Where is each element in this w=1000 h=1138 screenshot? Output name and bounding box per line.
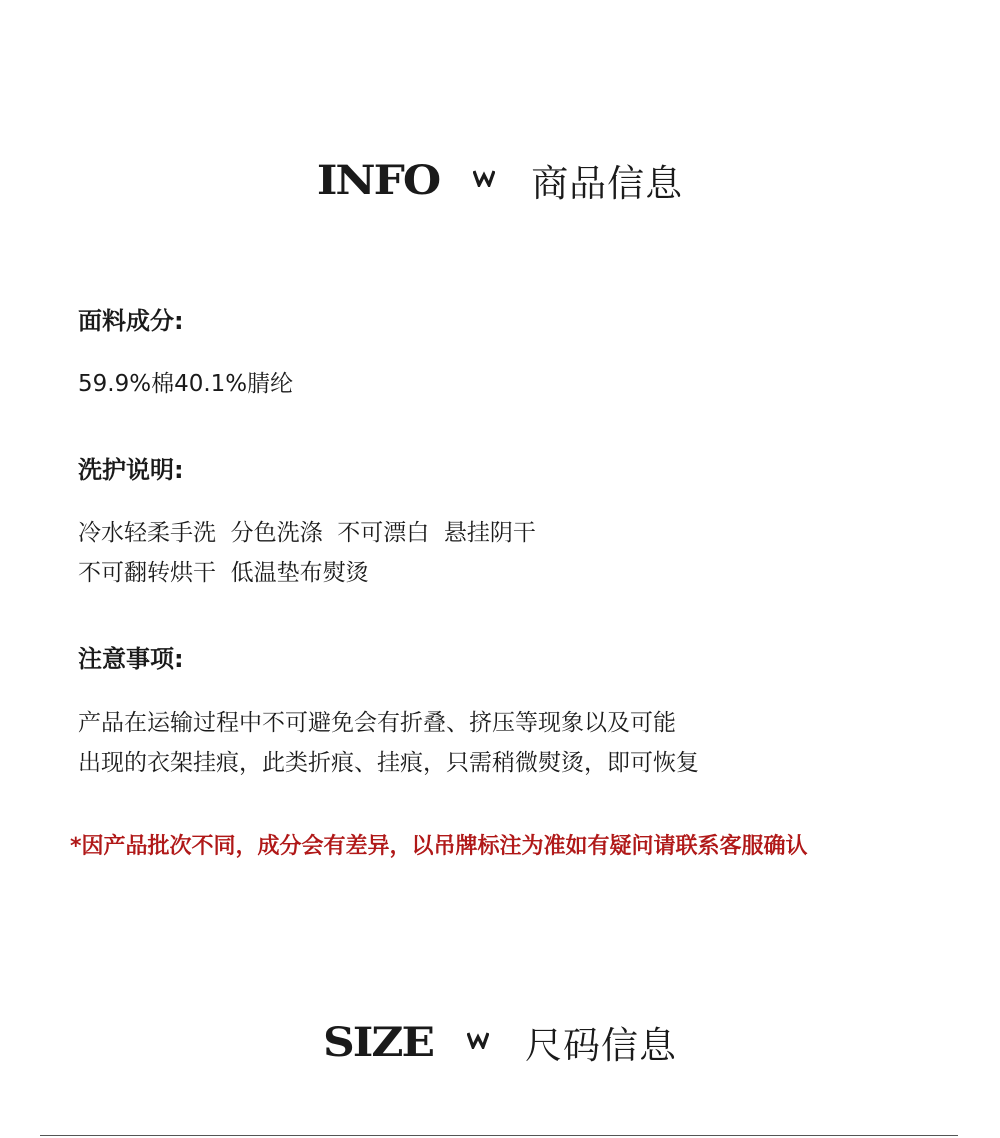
info-heading-en: INFO [316, 156, 440, 204]
size-heading-cn: 尺码信息 [525, 1024, 677, 1067]
care-body [78, 513, 536, 593]
notes-body [78, 703, 699, 783]
size-heading-en: SIZE [322, 1018, 433, 1066]
composition-body [78, 364, 293, 404]
care-title: 洗护说明: [78, 456, 184, 484]
composition-title: 面料成分: [78, 307, 184, 335]
care-line: 冷水轻柔手洗 分色洗涤 不可漂白 悬挂阴干 [78, 520, 536, 546]
info-heading-cn: 商品信息 [531, 162, 684, 205]
disclaimer-text: *因产品批次不同，成分会有差异，以吊牌标注为准如有疑问请联系客服确认 [70, 834, 808, 859]
notes-title: 注意事项: [78, 645, 184, 673]
size-heading [0, 1012, 1000, 1072]
notes-line: 出现的衣架挂痕，此类折痕、挂痕，只需稍微熨烫，即可恢复 [78, 750, 699, 776]
chevron-w-icon [467, 1031, 489, 1049]
info-heading [0, 150, 1000, 210]
care-line: 不可翻转烘干 低温垫布熨烫 [78, 560, 369, 586]
notes-line: 产品在运输过程中不可避免会有折叠、挤压等现象以及可能 [78, 710, 676, 736]
composition-line: 59.9%棉40.1%腈纶 [78, 371, 294, 397]
chevron-w-icon [473, 169, 495, 187]
divider [40, 1135, 958, 1136]
